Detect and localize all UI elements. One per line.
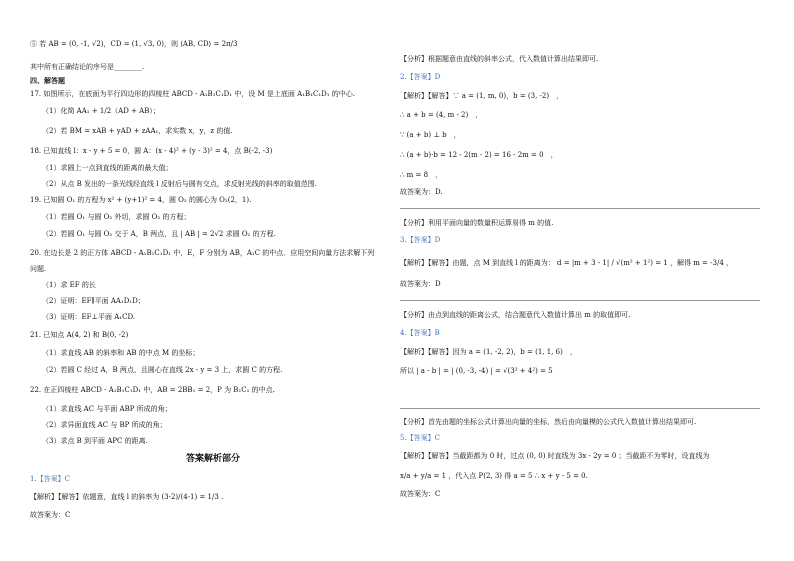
- answer-5-result: 故答案为：C: [400, 490, 441, 498]
- question-21-part1: （1）求直线 AB 的斜率和 AB 的中点 M 的坐标；: [42, 349, 200, 357]
- answer-2-solution: 【解析】【解答】∵ a = (1, m, 0)，b = (3, -2) ，: [400, 92, 564, 100]
- answer-5: 5.【答案】C: [400, 434, 441, 442]
- answer-1: 1.【答案】C: [30, 475, 71, 483]
- analysis-4: 【分析】首先由题的坐标公式计算出向量的坐标，然后由向量模的公式代入数值计算出结果即可.: [400, 418, 697, 426]
- answer-1-solution: 【解析】【解答】依题意，直线 l 的斜率为 (3-2)/(4-1) = 1/3 .: [30, 493, 224, 501]
- question-19-part2: （2）若圆 O₁ 与圆 O₂ 交于 A，B 两点，且 | AB | = 2√2 求圆 O₂ 的方程.: [42, 230, 276, 238]
- answer-4-solution: 【解析】【解答】因为 a = (1, -2, 2)，b = (1, 1, 6) ，: [400, 348, 577, 356]
- divider: [400, 208, 760, 209]
- answer-2-step1: ∴ a + b = (4, m - 2) ，: [400, 111, 483, 119]
- answer-3-result: 故答案为：D: [400, 280, 441, 288]
- question-19: 19. 已知圆 O₁ 的方程为 x² + (y+1)² = 4，圆 O₂ 的圆心为 O₂(2，1).: [30, 196, 252, 204]
- question-19-part1: （1）若圆 O₁ 与圆 O₂ 外切，求圆 O₂ 的方程；: [42, 213, 191, 221]
- answer-4: 4.【答案】B: [400, 329, 440, 337]
- question-18-part1: （1）求圆上一点到直线的距离的最大值；: [42, 164, 173, 172]
- question-18-part2: （2）从点 B 发出的一条光线经直线 l 反射后与圆有交点，求反射光线的斜率的取值范围.: [42, 180, 317, 188]
- question-21-part2: （2）若圆 C 经过 A，B 两点，且圆心在直线 2x - y = 3 上，求圆 C 的方程.: [42, 366, 283, 374]
- question-17: 17. 如图所示，在底面为平行四边形的四棱柱 ABCD - A₁B₁C₁D₁ 中，设 M 是上底面 A₁B₁C₁D₁ 的中心.: [30, 90, 355, 98]
- section-heading: 四、解答题: [30, 76, 65, 85]
- question-18: 18. 已知直线 l：x - y + 5 = 0，圆 A：(x - 4)² + (y - 3)² = 4，点 B(-2, -3): [30, 147, 273, 155]
- question-22-part3: （3）求点 B 到平面 APC 的距离.: [42, 437, 148, 445]
- analysis-3: 【分析】由点到直线的距离公式，结合题意代入数值计算出 m 的取值即可.: [400, 311, 631, 319]
- question-20-part3: （3）证明：EF⊥平面 A₁CD.: [42, 313, 136, 321]
- answer-2-result: 故答案为：D.: [400, 188, 443, 196]
- question-20-cont: 问题.: [30, 265, 47, 273]
- question-22: 22. 在正四棱柱 ABCD - A₁B₁C₁D₁ 中，AB = 2BB₁ = 2，P 为 B₁C₁ 的中点.: [30, 386, 275, 394]
- statement-5: ⑤ 若 AB = (0, -1, √2)，CD = (1, √3, 0)，则 ⟨AB, CD⟩ = 2π/3: [30, 40, 238, 48]
- question-17-part1: （1）化简 AA₁ + 1/2（AD + AB）；: [42, 107, 160, 115]
- analysis-2: 【分析】利用平面向量的数量积运算易得 m 的值.: [400, 219, 554, 227]
- answer-section-title: 答案解析部分: [186, 454, 241, 464]
- answer-5-step1: x/a + y/a = 1 ，代入点 P(2, 3) 得 a = 5 ∴ x + y - 5 = 0.: [400, 472, 588, 480]
- right-column: [400, 0, 770, 561]
- answer-3: 3.【答案】D: [400, 236, 441, 244]
- question-22-part1: （1）求直线 AC 与平面 ABP 所成的角；: [42, 405, 172, 413]
- answer-3-solution: 【解析】【解答】由题，点 M 到直线 l 的距离为： d = |m + 3 - 1| / √(m² + 1²) = 1 ，解得 m = -3/4 ，: [400, 259, 733, 267]
- answer-1-result: 故答案为：C: [30, 511, 71, 519]
- answer-2: 2.【答案】D: [400, 73, 441, 81]
- left-column: [30, 0, 400, 561]
- answer-2-step3: ∴ (a + b)·b = 12 - 2(m - 2) = 16 - 2m = 0 ，: [400, 151, 558, 159]
- question-20-part1: （1）求 EF 的长: [42, 281, 96, 289]
- question-17-part2: （2）若 BM = xAB + yAD + zAA₁，求实数 x，y，z 的值.: [42, 127, 233, 135]
- question-20-part2: （2）证明：EF∥平面 AA₁D₁D；: [42, 297, 145, 305]
- answer-2-step2: ∵ (a + b) ⊥ b ，: [400, 131, 461, 139]
- question-21: 21. 已知点 A(4, 2) 和 B(0, -2): [30, 331, 129, 339]
- question-20: 20. 在边长是 2 的正方体 ABCD - A₁B₁C₁D₁ 中，E，F 分别为 AB，A₁C 的中点．应用空间向量方法求解下列: [30, 249, 375, 257]
- divider: [400, 300, 760, 301]
- question-22-part2: （2）求异面直线 AC 与 BP 所成的角；: [42, 421, 167, 429]
- answer-2-step4: ∴ m = 8 ，: [400, 171, 443, 179]
- fill-blank-prompt: 其中所有正确结论的序号是________.: [30, 63, 145, 71]
- analysis-1: 【分析】根据题意由直线的斜率公式，代入数值计算出结果即可.: [400, 55, 599, 63]
- answer-4-step1: 所以 | a - b | = | (0, -3, -4) | = √(3² + 4²) = 5: [400, 367, 553, 375]
- divider: [400, 408, 760, 409]
- answer-5-solution: 【解析】【解答】当截距都为 0 时，过点 (0, 0) 时直线为 3x - 2y = 0 ；当截距不为零时，设直线为: [400, 452, 710, 460]
